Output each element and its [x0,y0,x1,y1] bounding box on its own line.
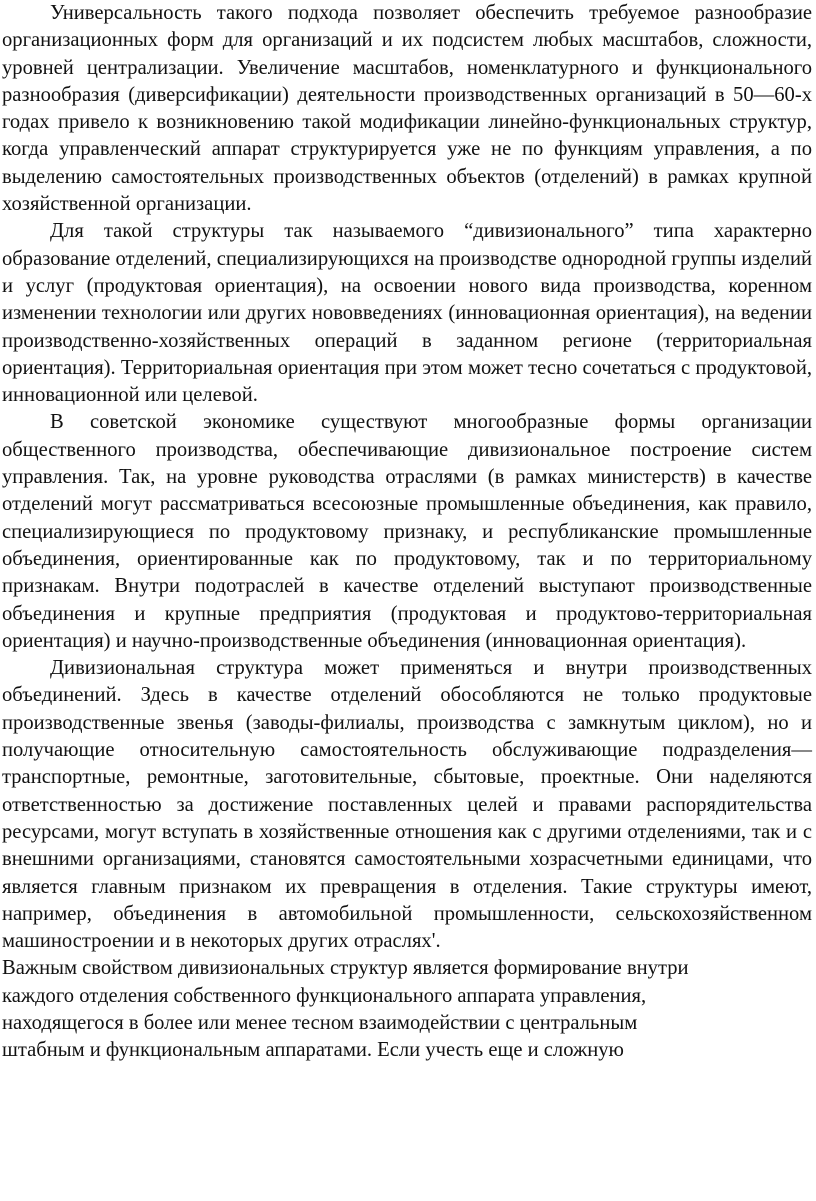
paragraph-4: Дивизиональная структура может применяться и внутри производственных объединений. Здесь в качестве отделений обособляются не только продуктовые производственные звенья (заводы-филиалы, производства с замкнутым циклом), но и получающие относительную самостоятельность обслуживающие подразделения—транспортные, ремонтные, заготовительные, сбытовые, проектные. Они наделяются ответственностью за достижение поставленных целей и правами распорядительства ресурсами, могут вступать в хозяйственные отношения как с другими отделениями, так и с внешними организациями, становятся самостоятельными хозрасчетными единицами, что является главным признаком их превращения в отделения. Такие структуры имеют, например, объединения в автомобильной промышленности, сельскохозяйственном машиностроении и в некоторых других отраслях'. [2,657,812,953]
paragraph-2: Для такой структуры так называемого “дивизионального” типа характерно образование отделений, специализирующихся на производстве однородной группы изделий и услуг (продуктовая ориентация), на освоении нового вида производства, коренном изменении технологии или других нововведениях (инновационная ориентация), на ведении производственно-хозяйственных операций в заданном регионе (территориальная ориентация). Территориальная ориентация при этом может тесно сочетаться с продуктовой, инновационной или целевой. [2,220,812,407]
paragraph-5-line-2: каждого отделения собственного функционального аппарата управления, [2,984,647,1007]
paragraph-5-line-3: находящегося в более или менее тесном взаимодействии с центральным [2,1011,638,1034]
paragraph-5-line-1: Важным свойством дивизиональных структур является формирование внутри [2,957,689,980]
paragraph-1: Универсальность такого подхода позволяет обеспечить требуемое разнообразие организационных форм для организаций и их подсистем любых масштабов, сложности, уровней централизации. Увеличение масштабов, номенклатурного и функционального разнообразия (диверсификации) деятельности производственных организаций в 50—60-х годах привело к возникновению такой модификации линейно-функциональных структур, когда управленческий аппарат структурируется уже не по функциям управления, а по выделению самостоятельных производственных объектов (отделений) в рамках крупной хозяйственной организации. [2,2,812,216]
paragraph-5 [2,955,812,1064]
paragraph-5-line-4: штабным и функциональным аппаратами. Если учесть еще и сложную [2,1039,624,1062]
paragraph-3: В советской экономике существуют многообразные формы организации общественного производства, обеспечивающие дивизиональное построение систем управления. Так, на уровне руководства отраслями (в рамках министерств) в качестве отделений могут рассматриваться всесоюзные промышленные объединения, как правило, специализирующиеся по продуктовому признаку, и республиканские промышленные объединения, ориентированные как по продуктовому, так и по территориальному признакам. Внутри подотраслей в качестве отделений выступают производственные объединения и крупные предприятия (продуктовая и продуктово-территориальная ориентация) и научно-производственные объединения (инновационная ориентация). [2,411,812,652]
